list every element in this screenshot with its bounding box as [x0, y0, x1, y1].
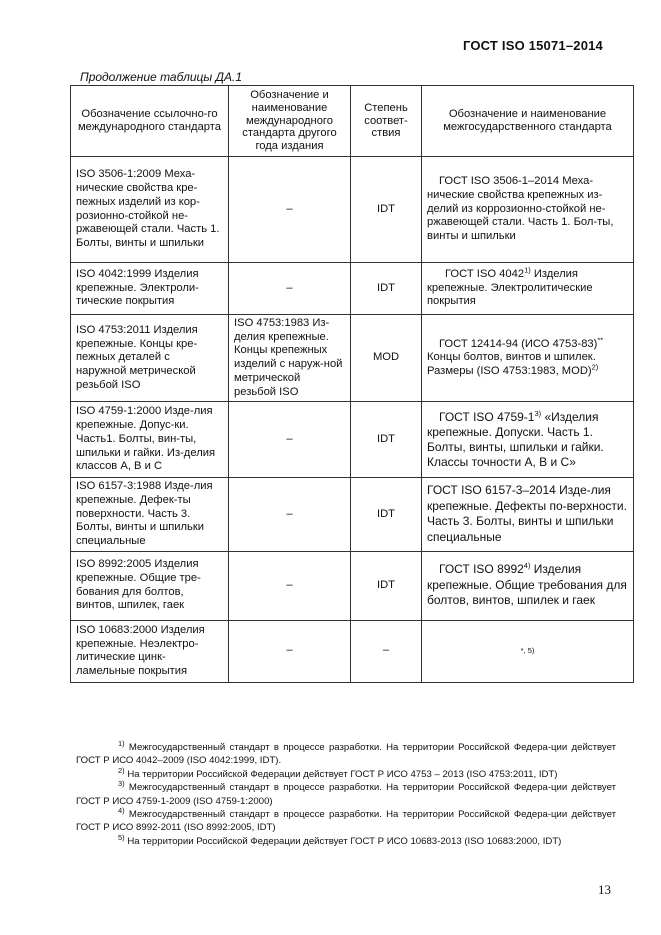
table-caption: Продолжение таблицы ДА.1 — [80, 70, 243, 84]
degree-cell: IDT — [351, 157, 422, 263]
footnote-ref: 3) — [534, 408, 542, 418]
footnote — [76, 781, 616, 808]
page-number: 13 — [598, 882, 611, 897]
other-edition-cell: – — [229, 157, 351, 263]
interstate-standard-title: Изделия крепежные. Общие требования для болтов, винтов, шпилек и гаек — [427, 562, 627, 608]
table-row — [71, 157, 634, 263]
interstate-standard-cell: ГОСТ ISO 6157-3–2014 Изде-лия крепежные. Дефекты по-верхности. Часть 3. Болты, винты и шпильки специальные — [422, 478, 634, 552]
other-edition-cell: ISO 4753:1983 Из-делия крепежные. Концы крепежных изделий с наруж-ной метрической резьбой ISO — [229, 315, 351, 402]
column-header-degree: Степень соответ-ствия — [351, 86, 422, 157]
reference-standard-cell: ISO 4753:2011 Изделия крепежные. Концы кре-пежных деталей с наружной метрической резьбой ISO — [71, 315, 229, 402]
footnote-text: На территории Российской Федерации действует ГОСТ Р ИСО 4753 – 2013 (ISO 4753:2011, IDT) — [127, 768, 558, 780]
footnote-text: Межгосударственный стандарт в процессе разработки. На территории Российской Федера-ции действует ГОСТ Р ИСО 4759-1-2009 (ISO 4759-1:2000) — [76, 782, 616, 807]
footnote-text: На территории Российской Федерации действует ГОСТ Р ИСО 10683-2013 (ISO 10683:2000, IDT) — [127, 835, 562, 847]
interstate-standard-title: «Изделия крепежные. Допуски. Часть 1. Болты, винты, шпильки и гайки. Классы точности А, В и С» — [427, 409, 604, 469]
footnote-ref: *, 5) — [520, 646, 535, 656]
degree-cell: – — [351, 620, 422, 682]
interstate-standard-text: ГОСТ ISO 8992 — [439, 562, 524, 577]
degree-cell: IDT — [351, 478, 422, 552]
interstate-standard-cell — [422, 157, 634, 263]
interstate-standard-text: ГОСТ ISO 4759-1 — [439, 409, 535, 424]
interstate-standard-cell — [422, 315, 634, 402]
footnotes — [76, 738, 616, 848]
footnote-ref: 1) — [524, 265, 531, 275]
footnote-mark: 5) — [118, 832, 125, 842]
interstate-standard-cell — [422, 620, 634, 682]
column-header-interstate-standard: Обозначение и наименование межгосударственного стандарта — [422, 86, 634, 157]
reference-standard-cell: ISO 4042:1999 Изделия крепежные. Электроли-тические покрытия — [71, 263, 229, 315]
footnote — [76, 805, 616, 835]
footnote-mark: 1) — [118, 738, 125, 748]
reference-standard-cell: ISO 8992:2005 Изделия крепежные. Общие тре-бования для болтов, винтов, шпилек, гаек — [71, 551, 229, 620]
footnote-mark: 2) — [118, 765, 125, 775]
other-edition-cell: – — [229, 478, 351, 552]
other-edition-cell: – — [229, 551, 351, 620]
degree-cell: MOD — [351, 315, 422, 402]
other-edition-cell: – — [229, 620, 351, 682]
correspondence-table — [70, 85, 634, 683]
footnote — [76, 765, 616, 781]
interstate-standard-cell — [422, 402, 634, 478]
interstate-standard-cell — [422, 551, 634, 620]
interstate-standard-text: ГОСТ ISO 3506-1–2014 Меха-нические свойства крепежных из-делий из коррозионно-стойкой не-ржавеющей стали. Часть 1. Бол-ты, винты и шпильки — [427, 175, 614, 243]
interstate-standard-cell — [422, 263, 634, 315]
table-row — [71, 478, 634, 552]
footnote-ref: 4) — [523, 561, 531, 571]
footnote — [76, 738, 616, 768]
reference-standard-cell: ISO 6157-3:1988 Изде-лия крепежные. Дефек-ты поверхности. Часть 3. Болты, винты и шпильки специальные — [71, 478, 229, 552]
interstate-standard-title: Концы болтов, винтов и шпилек. Размеры (ISO 4753:1983, MOD) — [427, 351, 596, 377]
degree-cell: IDT — [351, 551, 422, 620]
footnote-mark: 3) — [118, 779, 125, 789]
footnote-ref: 2) — [591, 362, 599, 372]
table-row — [71, 315, 634, 402]
other-edition-cell: – — [229, 263, 351, 315]
table-row — [71, 551, 634, 620]
table-row — [71, 620, 634, 682]
table-header-row — [71, 86, 634, 157]
reference-standard-cell: ISO 3506-1:2009 Меха-нические свойства кре-пежных изделий из кор-розионно-стойкой не-ржавеющей стали. Часть 1. Болты, винты и шпильки — [71, 157, 229, 263]
reference-standard-cell: ISO 10683:2000 Изделия крепежные. Неэлектро-литические цинк-ламельные покрытия — [71, 620, 229, 682]
footnote-mark: 4) — [118, 805, 125, 815]
degree-cell: IDT — [351, 263, 422, 315]
table-row — [71, 402, 634, 478]
interstate-standard-text: ГОСТ ISO 4042 — [445, 267, 525, 280]
footnote-ref: ** — [597, 334, 604, 344]
other-edition-cell: – — [229, 402, 351, 478]
interstate-standard-text: ГОСТ 12414-94 (ИСО 4753-83) — [439, 337, 598, 350]
footnote-text: Межгосударственный стандарт в процессе разработки. На территории Российской Федера-ции действует ГОСТ Р ИСО 8992-2011 (ISO 8992:2005, IDT) — [76, 809, 616, 834]
degree-cell: IDT — [351, 402, 422, 478]
interstate-standard-title: Изделия крепежные. Электролитические покрытия — [427, 267, 593, 308]
column-header-reference-standard: Обозначение ссылочно-го международного стандарта — [71, 86, 229, 157]
table-row — [71, 263, 634, 315]
footnote-text: Межгосударственный стандарт в процессе разработки. На территории Российской Федера-ции действует ГОСТ Р ИСО 4042–2009 (ISO 4042:1999, IDT). — [76, 742, 616, 767]
footnote — [76, 832, 616, 848]
document-header: ГОСТ ISO 15071–2014 — [462, 38, 603, 53]
reference-standard-cell: ISO 4759-1:2000 Изде-лия крепежные. Допус-ки. Часть1. Болты, вин-ты, шпильки и гайки. Из-делия классов A, B и C — [71, 402, 229, 478]
column-header-other-edition: Обозначение и наименование международного стандарта другого года издания — [229, 86, 351, 157]
